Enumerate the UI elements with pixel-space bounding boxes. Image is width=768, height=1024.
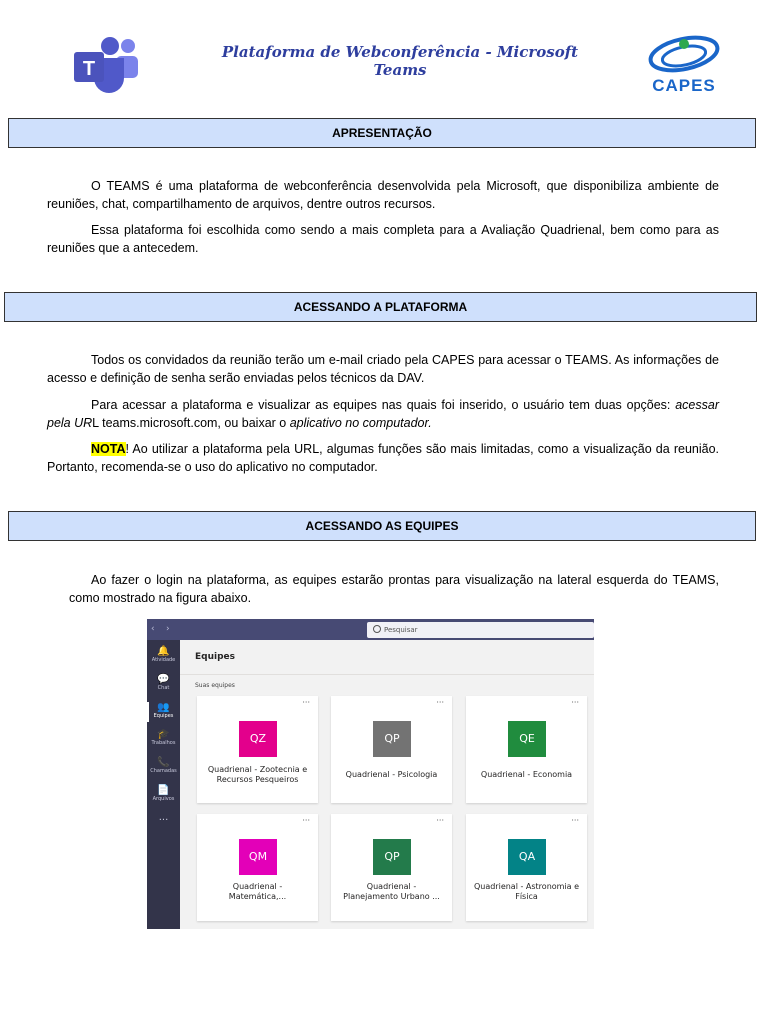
team-name: Quadrienal - Psicologia: [345, 770, 438, 779]
rail-item-chamadas[interactable]: 📞 Chamadas: [147, 757, 180, 775]
svg-text:T: T: [82, 58, 96, 80]
team-avatar: QE: [508, 721, 546, 757]
app-rail: [147, 640, 180, 929]
team-card[interactable]: [466, 814, 587, 921]
team-name: Quadrienal - Economia: [480, 770, 573, 779]
team-avatar: QM: [239, 839, 277, 875]
section-heading-acessando-equipes: ACESSANDO AS EQUIPES: [8, 511, 756, 541]
team-name: Quadrienal - Planejamento Urbano ...: [343, 882, 440, 901]
more-options-icon[interactable]: ···: [436, 698, 444, 707]
divider: [180, 674, 594, 675]
team-card[interactable]: [331, 696, 452, 803]
paragraph: Essa plataforma foi escolhida como sendo a mais completa para a Avaliação Quadrienal, bem como para as reuniões que a antecedem.: [47, 223, 719, 255]
your-teams-label: Suas equipes: [195, 682, 235, 689]
team-card[interactable]: [197, 814, 318, 921]
forward-arrow-icon[interactable]: ›: [166, 624, 170, 634]
rail-item-trabalhos[interactable]: 🎓 Trabalhos: [147, 729, 180, 747]
team-name: Quadrienal - Astronomia e Física: [473, 882, 580, 901]
team-avatar: QZ: [239, 721, 277, 757]
team-avatar: QP: [373, 839, 411, 875]
team-card[interactable]: [331, 814, 452, 921]
note-paragraph: NOTA! Ao utilizar a plataforma pela URL, algumas funções são mais limitadas, como a visualização da reunião. Portanto, recomenda-se o uso do aplicativo no computador.: [47, 442, 719, 474]
paragraph: O TEAMS é uma plataforma de webconferência desenvolvida pela Microsoft, que disponibiliza ambiente de reuniões, chat, compartilhamento de arquivos, dentre outros recursos.: [47, 179, 719, 211]
more-options-icon[interactable]: ···: [571, 698, 579, 707]
assignments-icon: 🎓: [157, 729, 170, 740]
section-heading-apresentacao: APRESENTAÇÃO: [8, 118, 756, 148]
note-highlight: NOTA: [91, 442, 126, 456]
more-options-icon[interactable]: ···: [571, 816, 579, 825]
back-arrow-icon[interactable]: ‹: [151, 624, 155, 634]
rail-item-equipes[interactable]: 👥 Equipes: [147, 702, 180, 720]
files-icon: 📄: [157, 785, 170, 796]
more-icon: ···: [158, 815, 169, 826]
teams-screenshot: [147, 619, 594, 929]
team-name: Quadrienal - Zootecnia e Recursos Pesqueiros: [207, 765, 308, 784]
more-options-icon[interactable]: ···: [302, 698, 310, 707]
search-icon: [373, 625, 381, 633]
panel-title: Equipes: [195, 652, 235, 662]
section-heading-acessando-plataforma: ACESSANDO A PLATAFORMA: [4, 292, 757, 322]
rail-item-atividade[interactable]: 🔔 Atividade: [147, 646, 180, 664]
rail-item-chat[interactable]: 💬 Chat: [147, 674, 180, 692]
team-card[interactable]: [197, 696, 318, 803]
microsoft-teams-logo: [72, 36, 140, 96]
rail-item-more[interactable]: [147, 815, 180, 826]
teams-icon: 👥: [157, 702, 170, 713]
paragraph: Todos os convidados da reunião terão um e-mail criado pela CAPES para acessar o TEAMS. As informações de acesso e definição de senha serão enviadas pelos técnicos da DAV.: [47, 353, 719, 385]
team-avatar: QP: [373, 721, 411, 757]
team-name: Quadrienal - Matemática,...: [228, 882, 287, 901]
paragraph: Ao fazer o login na plataforma, as equipes estarão prontas para visualização na lateral esquerda do TEAMS, como mostrado na figura abaixo.: [69, 573, 719, 605]
title-bar: [147, 619, 594, 640]
more-options-icon[interactable]: ···: [302, 816, 310, 825]
document-title: Plataforma de Webconferência - Microsoft Teams: [221, 43, 579, 79]
chat-icon: 💬: [157, 674, 170, 685]
search-input[interactable]: Pesquisar: [367, 622, 594, 638]
team-avatar: QA: [508, 839, 546, 875]
phone-icon: 📞: [157, 757, 170, 768]
rail-item-arquivos[interactable]: 📄 Arquivos: [147, 785, 180, 803]
capes-logo: CAPES: [646, 30, 722, 96]
bell-icon: 🔔: [157, 646, 170, 657]
more-options-icon[interactable]: ···: [436, 816, 444, 825]
paragraph: Para acessar a plataforma e visualizar as equipes nas quais foi inserido, o usuário tem duas opções: acessar pela URL teams.microsoft.com, ou baixar o aplicativo no computador.: [47, 398, 719, 430]
team-card[interactable]: [466, 696, 587, 803]
